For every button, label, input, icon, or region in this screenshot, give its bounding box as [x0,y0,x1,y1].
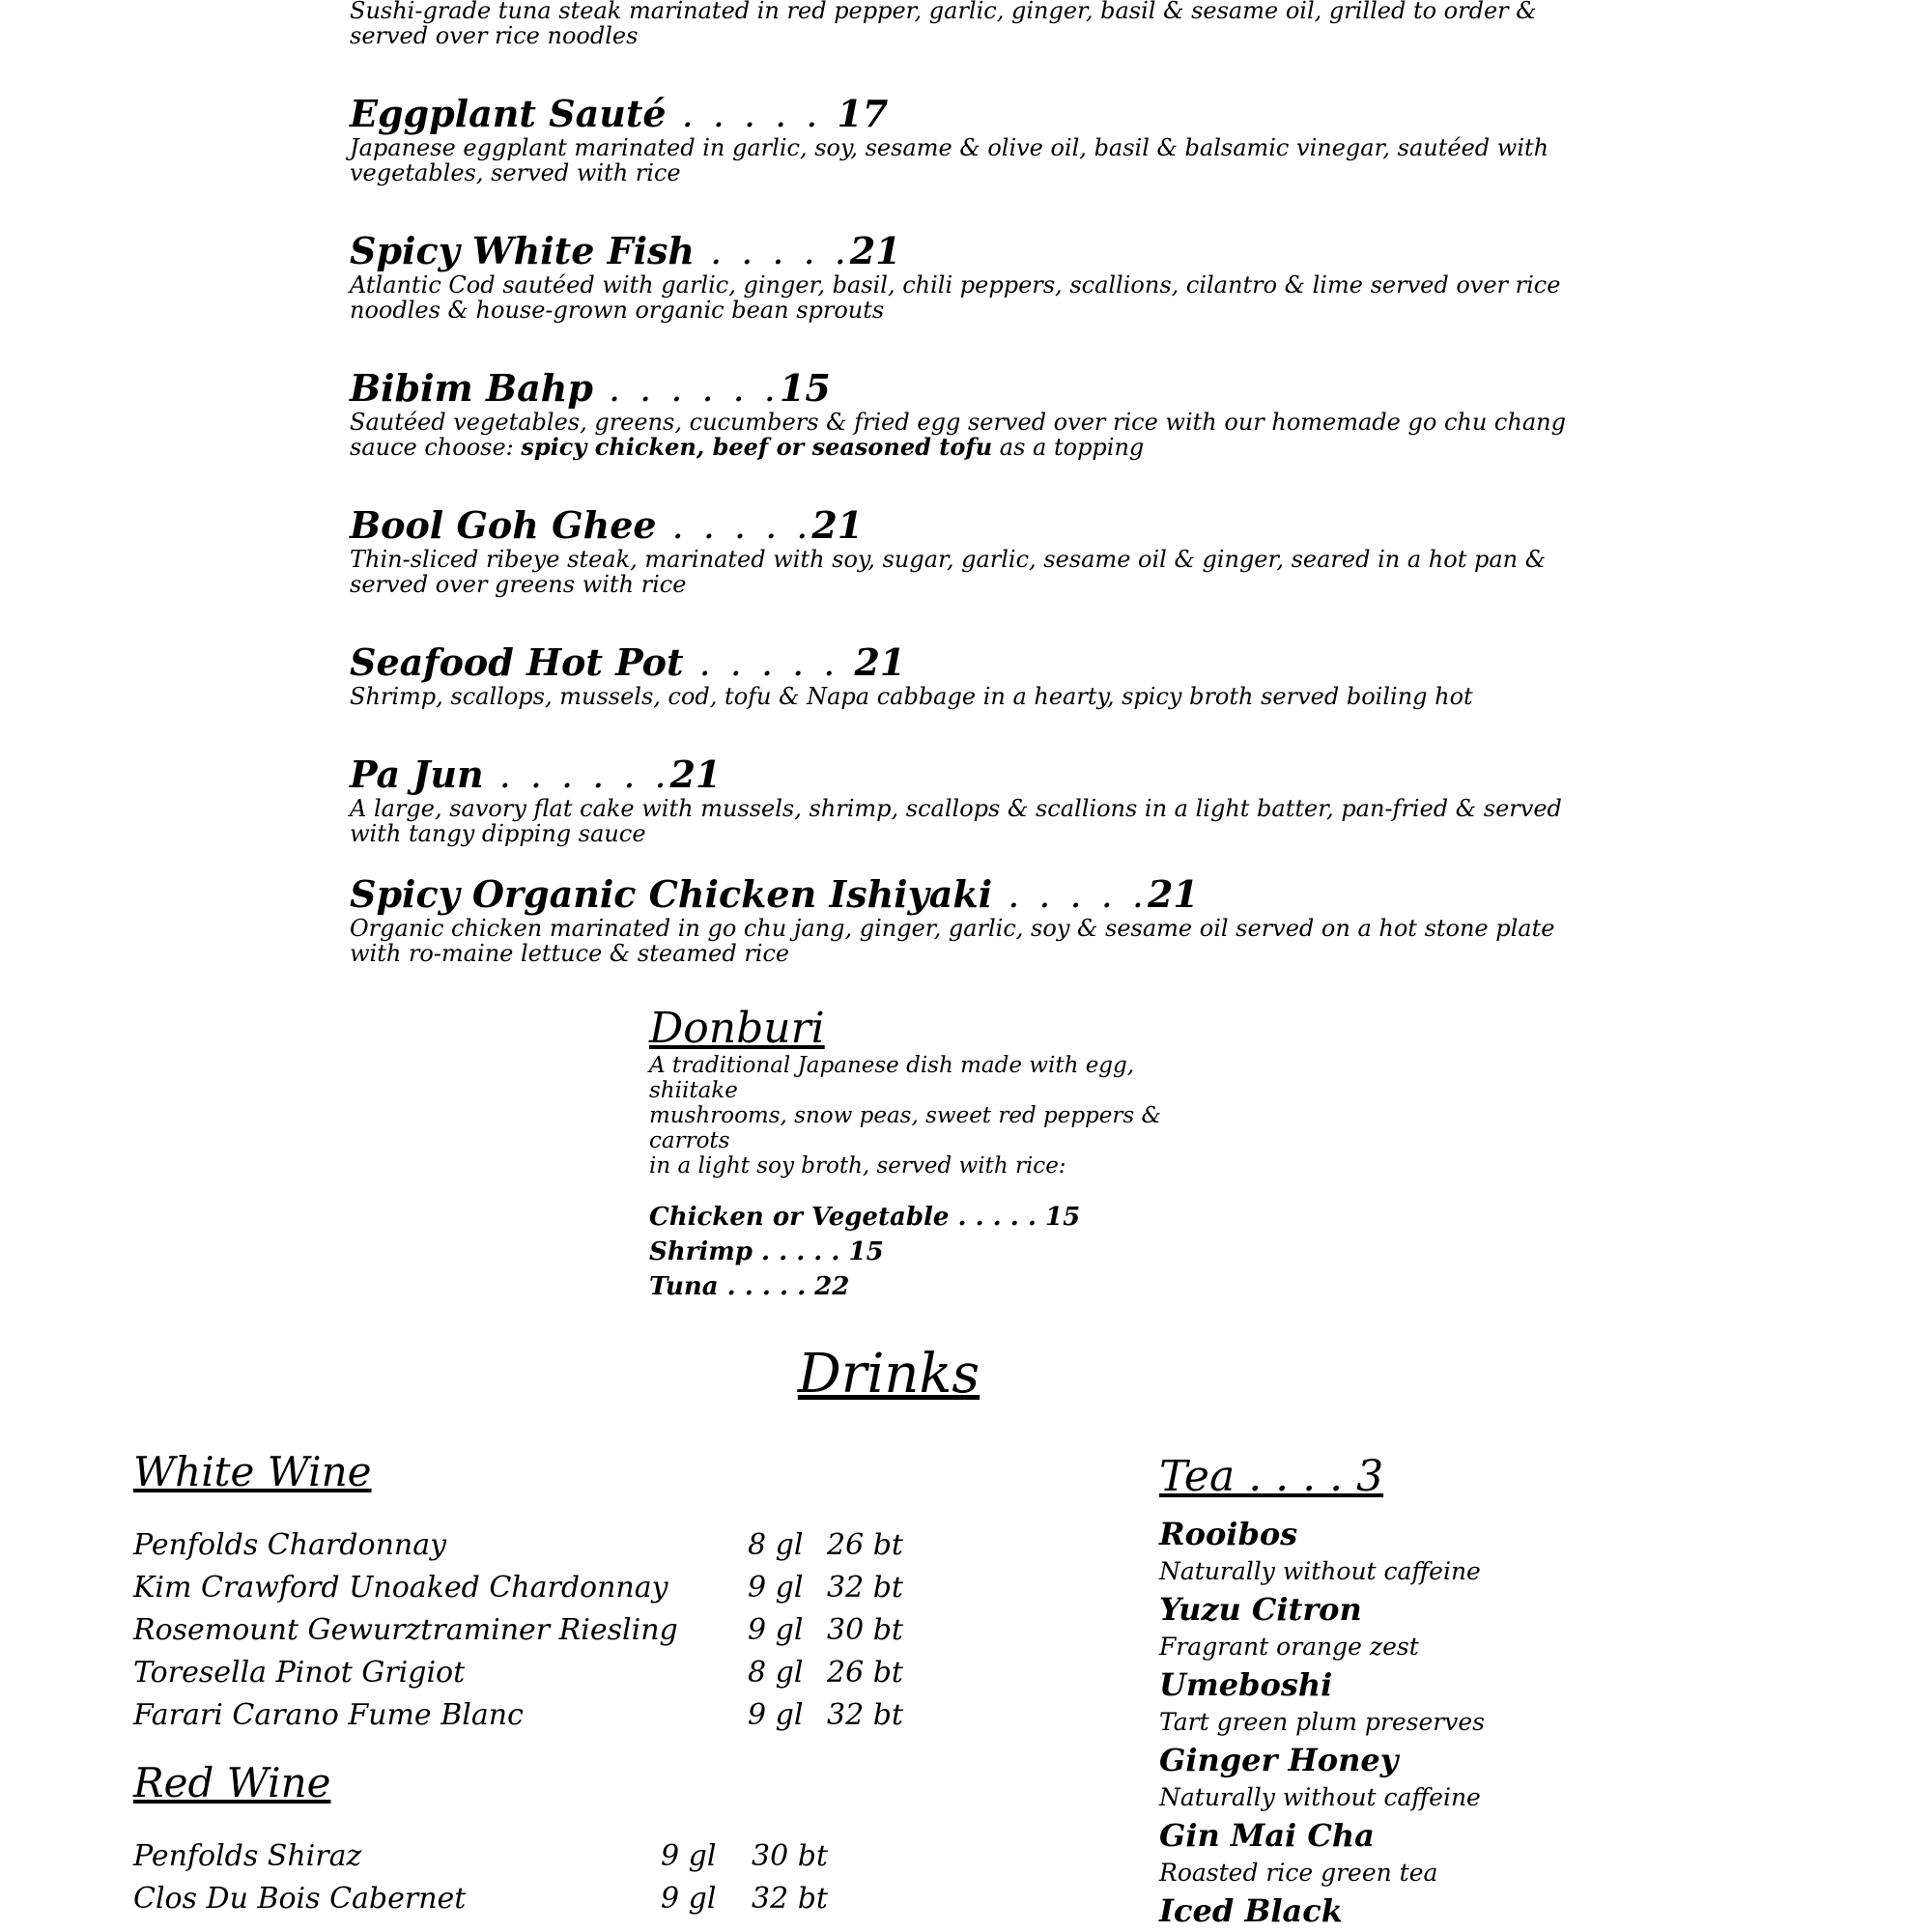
donburi-description-line: in a light soy broth, served with rice: [649,1153,1066,1179]
tea-description: Naturally without caffeine [1159,1557,1481,1585]
glass-price: 9 gl [661,1839,717,1873]
white-wine-section [133,1449,1003,1737]
dish-name: Eggplant Sauté [350,92,667,135]
wine-row [133,1567,1003,1609]
dish-price: 21 [669,753,722,796]
dish-price: 17 [837,92,889,135]
dish-name: Bibim Bahp [350,366,593,410]
bottle-price: 26 bt [827,1528,903,1562]
dish-description: Atlantic Cod sautéed with garlic, ginger, basil, chili peppers, scallions, cilantro & lime served over rice noodles & house-grown organic bean sprouts [350,271,1561,324]
dish-dots: . . . . . [683,641,855,684]
bottle-price: 32 bt [752,1882,828,1916]
donburi-option: Tuna . . . . . 22 [649,1272,850,1301]
dish-description [350,410,1605,460]
tea-name: Iced Black [1159,1892,1343,1929]
wine-row [133,1694,1003,1737]
dish-dots: . . . . . . [592,367,780,410]
dish-description-text: Sautéed vegetables, greens, cucumbers & fried egg served over rice with our homemade go chu chang sauce choose: [350,409,1566,461]
bottle-price: 32 bt [827,1698,903,1732]
wine-name: Farari Carano Fume Blanc [133,1698,524,1732]
dish-description: Sushi-grade tuna steak marinated in red pepper, garlic, ginger, basil & sesame oil, grilled to order & served over rice noodles [350,0,1537,49]
dish-description: Organic chicken marinated in go chu jang, ginger, garlic, soy & sesame oil served on a hot stone plate with ro-maine lettuce & steamed rice [350,915,1555,967]
donburi-title: Donburi [649,1004,825,1053]
dish-description: A large, savory flat cake with mussels, shrimp, scallops & scallions in a light batter, pan-fried & served with tangy dipping sauce [350,795,1562,847]
glass-price: 9 gl [661,1882,717,1916]
tea-name: Ginger Honey [1159,1742,1399,1778]
red-wine-heading: Red Wine [133,1759,331,1806]
tea-name: Yuzu Citron [1159,1591,1362,1628]
wine-row [133,1878,1003,1920]
dish-dots: . . . . . . [483,753,670,796]
donburi-options [649,1200,1229,1304]
dish-name: Bool Goh Ghee [350,503,657,547]
red-wine-section [133,1760,1003,1920]
tea-heading: Tea . . . . 3 [1159,1452,1384,1501]
glass-price: 8 gl [748,1656,804,1690]
dish-title [350,367,1605,410]
donburi-description-line: A traditional Japanese dish made with egg, shiitake [649,1053,1135,1103]
white-wine-heading: White Wine [133,1448,372,1495]
dish-name: Spicy White Fish [350,229,696,272]
tea-name: Umeboshi [1159,1666,1333,1703]
entree-list [350,0,1605,966]
glass-price: 9 gl [748,1698,804,1732]
dish-description: Japanese eggplant marinated in garlic, soy, sesame & olive oil, basil & balsamic vinegar, sautéed with vegetables, served with rice [350,134,1549,186]
donburi-section [649,1005,1229,1304]
tea-name: Rooibos [1159,1516,1298,1552]
bottle-price: 30 bt [827,1613,903,1647]
glass-price: 9 gl [748,1613,804,1647]
dish-title [350,230,1605,272]
dish-item [350,641,1605,709]
dish-price: 21 [849,229,901,272]
dish-item [350,367,1605,460]
dish-item [350,873,1605,966]
dish-title [350,753,1605,796]
dish-dots: . . . . . [666,93,838,135]
dish-price: 21 [1147,872,1199,916]
donburi-option: Shrimp . . . . . 15 [649,1237,884,1266]
wine-name: Kim Crawford Unoaked Chardonnay [133,1571,668,1605]
donburi-description-line: mushrooms, snow peas, sweet red peppers & carrots [649,1103,1161,1153]
tea-description: Roasted rice green tea [1159,1859,1438,1887]
dish-title [350,641,1605,684]
wine-name: Clos Du Bois Cabernet [133,1882,467,1916]
dish-dots: . . . . . [992,873,1148,916]
dish-item [350,93,1605,185]
dish-dots: . . . . . [656,504,812,547]
bottle-price: 32 bt [827,1571,903,1605]
dish-name: Pa Jun [350,753,484,796]
dish-item [350,230,1605,323]
wine-row [133,1835,1003,1878]
tea-description: Tart green plum preserves [1159,1708,1485,1736]
dish-name: Seafood Hot Pot [350,640,684,684]
dish-title [350,873,1605,916]
tea-description: Fragrant orange zest [1159,1633,1419,1661]
drinks-title: Drinks [797,1343,980,1406]
wine-row [133,1652,1003,1694]
bottle-price: 26 bt [827,1656,903,1690]
tea-description: Naturally without caffeine [1159,1783,1481,1811]
dish-price: 21 [854,640,906,684]
topping-options: spicy chicken, beef or seasoned tofu [521,433,993,461]
tea-section [1159,1453,1739,1930]
wine-name: Penfolds Chardonnay [133,1528,447,1562]
glass-price: 8 gl [748,1528,804,1562]
glass-price: 9 gl [748,1571,804,1605]
donburi-option: Chicken or Vegetable . . . . . 15 [649,1203,1081,1232]
tea-name: Gin Mai Cha [1159,1817,1375,1854]
dish-item [350,753,1605,846]
dish-name: Spicy Organic Chicken Ishiyaki [350,872,993,916]
dish-item [350,504,1605,597]
dish-description-text: as a topping [992,434,1145,461]
bottle-price: 30 bt [752,1839,828,1873]
dish-price: 21 [811,503,864,547]
wine-name: Penfolds Shiraz [133,1839,362,1873]
dish-dots: . . . . . [695,230,850,272]
wine-name: Rosemount Gewurztraminer Riesling [133,1613,678,1647]
dish-description: Shrimp, scallops, mussels, cod, tofu & Napa cabbage in a hearty, spicy broth served boiling hot [350,683,1473,710]
dish-title [350,93,1605,135]
dish-price: 15 [779,366,831,410]
wine-row [133,1609,1003,1652]
wine-name: Toresella Pinot Grigiot [133,1656,466,1690]
wine-row [133,1524,1003,1567]
dish-title [350,504,1605,547]
dish-description: Thin-sliced ribeye steak, marinated with soy, sugar, garlic, sesame oil & ginger, seared in a hot pan & served over greens with rice [350,546,1547,598]
